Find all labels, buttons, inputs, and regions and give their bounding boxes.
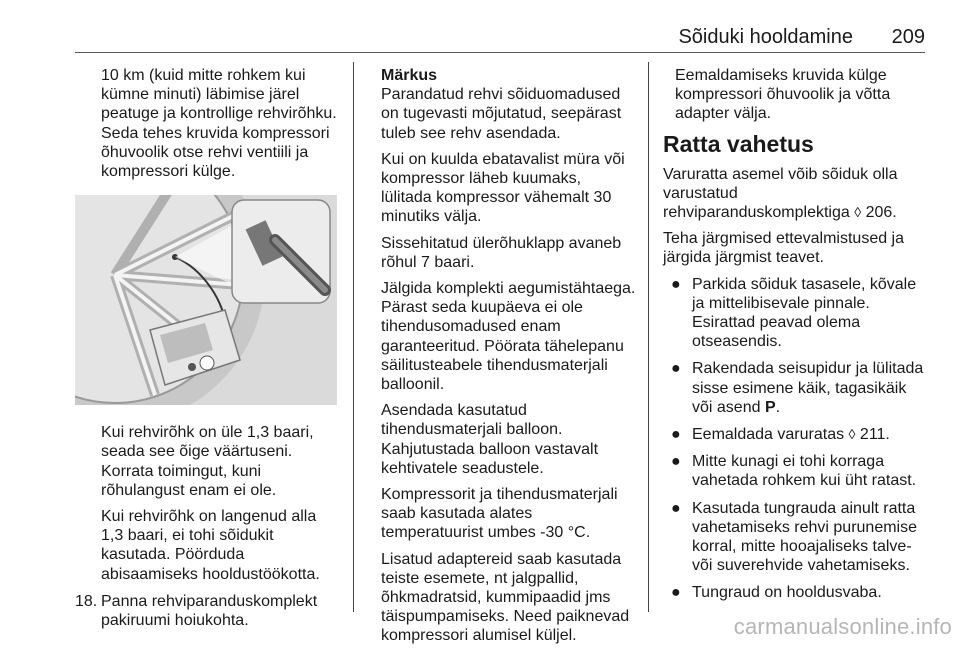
bullet-item xyxy=(663,359,928,417)
tyre-compressor-illustration xyxy=(75,195,337,405)
paragraph: Teha järgmised ettevalmistused ja järgida järgmist teavet. xyxy=(663,230,905,267)
bullet-item xyxy=(663,499,928,576)
paragraph: Jälgida komplekti aegumistähtaega. Pärast seda kuupäeva ei ole tihendusomadused enam garanteeritud. Pöörata tähelepanu säilitusteabele tihendusmaterjali balloonil. xyxy=(381,280,636,394)
note-text: Parandatud rehvi sõiduomadused on tugevasti mõjutatud, seepärast tuleb see rehv asendada. xyxy=(381,86,622,142)
bullet-text: Eemaldada varuratas xyxy=(692,426,845,444)
intro-text: Varuratta asemel võib sõiduk olla varustatud rehviparanduskomplektiga xyxy=(663,165,898,222)
page-ref-arrow-icon: ◊ xyxy=(848,426,856,443)
paragraph: Lisatud adaptereid saab kasutada teiste esemete, nt jalgpallid, õhkmadratsid, kummipaadid jms täispumpamiseks. Need paiknevad kompressori alumisel küljel. xyxy=(381,550,630,645)
page-ref-arrow-icon: ◊ xyxy=(854,204,862,221)
paragraph: Kui rehvirõhk on langenud alla 1,3 baari, ei tohi sõidukit kasutada. Pöörduda abisaamiseks hooldustöökotta. xyxy=(101,508,320,583)
column-2 xyxy=(381,66,636,653)
bullet-icon: ● xyxy=(671,275,681,293)
note-heading: Märkus xyxy=(381,67,438,84)
paragraph: Kui on kuulda ebatavalist müra või kompressor läheb kuumaks, lülitada kompressor vähemalt 30 minutiks välja. xyxy=(381,150,625,226)
paragraph: Eemaldamiseks kruvida külge kompressori õhuvoolik ja võtta adapter välja. xyxy=(675,67,891,123)
paragraph: Kui rehvirõhk on üle 1,3 baari, seada see õige väärtuseni. Korrata toimingut, kuni rõhulangust enam ei ole. xyxy=(101,424,314,499)
paragraph: Kompressorit ja tihendusmaterjali saab kasutada alates temperatuurist umbes -30 °C. xyxy=(381,486,618,542)
gear-position-label: P xyxy=(764,398,776,416)
column-3 xyxy=(663,66,928,611)
paragraph: Asendada kasutatud tihendusmaterjali balloon. Kahjutustada balloon vastavalt kehtivatele seadustele. xyxy=(381,402,599,477)
paragraph: Sissehitatud ülerõhuklapp avaneb rõhul 7 baari. xyxy=(381,234,622,271)
bullet-text: Rakendada seisupidur ja lülitada sisse esimene käik, tagasikäik või asend xyxy=(692,360,924,416)
bullet-icon: ● xyxy=(671,584,681,602)
bullet-text: Kasutada tungrauda ainult ratta vahetamiseks rehvi purunemise korral, mitte hooajaliseks talve- või suverehvide vahetamiseks. xyxy=(692,499,917,575)
bullet-item xyxy=(663,583,928,602)
bullet-end: . xyxy=(775,398,781,416)
item-text: Panna rehviparanduskomplekt pakiruumi hoiukohta. xyxy=(101,592,318,630)
section-heading: Ratta vahetus xyxy=(663,130,814,157)
bullet-item xyxy=(663,452,928,490)
bullet-icon: ● xyxy=(671,499,681,517)
bullet-text: Parkida sõiduk tasasele, kõvale ja mittelibisevale pinnale. Esirattad peavad olema otseasendis. xyxy=(692,275,917,351)
list-item xyxy=(75,592,340,630)
page-ref-link[interactable]: 206. xyxy=(865,204,897,222)
bullet-item xyxy=(663,275,928,352)
bullet-icon: ● xyxy=(671,453,681,471)
bullet-icon: ● xyxy=(671,360,681,378)
page-number: 209 xyxy=(891,26,925,48)
bullet-text: Tungraud on hooldusvaba. xyxy=(692,584,882,602)
column-1 xyxy=(75,66,340,630)
wheel-compressor-icon xyxy=(75,195,337,405)
page-header xyxy=(75,26,925,53)
item-number: 18. xyxy=(75,592,98,610)
page-ref-link[interactable]: 211. xyxy=(859,426,890,444)
column-divider-2 xyxy=(648,62,649,612)
column-divider-1 xyxy=(353,62,354,612)
bullet-icon: ● xyxy=(671,426,681,444)
bullet-item xyxy=(663,425,928,444)
paragraph: 10 km (kuid mitte rohkem kui kümne minuti) läbimise järel peatuge ja kontrollige rehvirõhku. Seda tehes kruvida kompressori õhuvoolik otse rehvi ventiili ja kompressori külge. xyxy=(101,67,337,181)
watermark: carmanualsonline.info xyxy=(733,614,952,639)
intro-paragraph xyxy=(663,165,928,223)
section-title: Sõiduki hooldamine xyxy=(678,26,853,48)
bullet-text: Mitte kunagi ei tohi korraga vahetada rohkem kui üht ratast. xyxy=(692,453,917,490)
